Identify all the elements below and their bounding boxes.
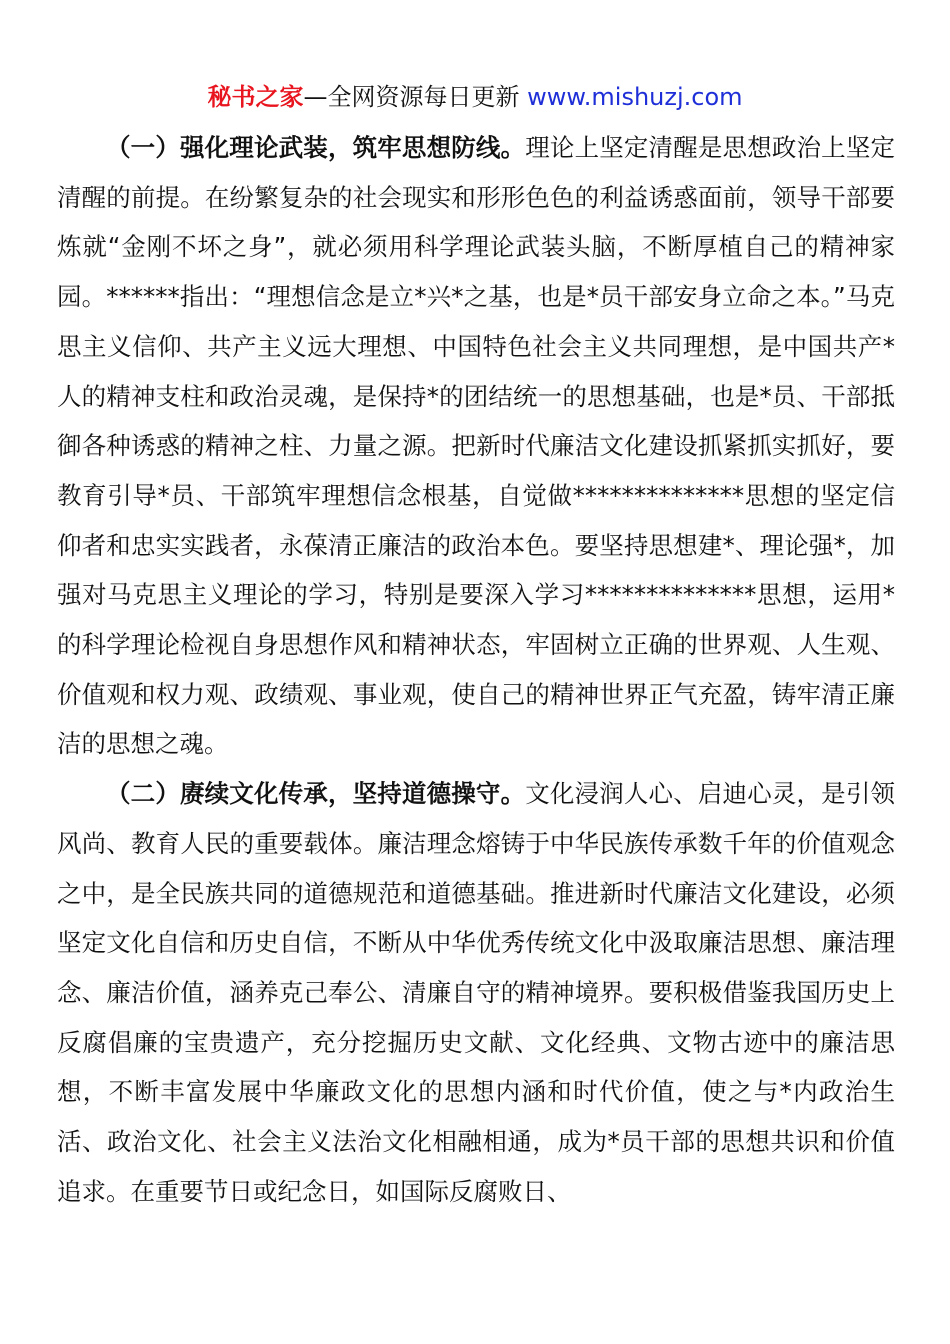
document-body xyxy=(57,123,895,1216)
header-brand: 秘书之家 xyxy=(207,83,304,111)
section-1-paragraph xyxy=(57,123,895,769)
header-tagline: —全网资源每日更新 xyxy=(303,83,520,111)
section-2-body: 文化浸润人心、启迪心灵，是引领风尚、教育人民的重要载体。廉洁理念熔铸于中华民族传承数千年的价值观念之中，是全民族共同的道德规范和道德基础。推进新时代廉洁文化建设，必须坚定文化自信和历史自信，不断从中华优秀传统文化中汲取廉洁思想、廉洁理念、廉洁价值，涵养克己奉公、清廉自守的精神境界。要积极借鉴我国历史上反腐倡廉的宝贵遗产，充分挖掘历史文献、文化经典、文物古迹中的廉洁思想，不断丰富发展中华廉政文化的思想内涵和时代价值，使之与*内政治生活、政治文化、社会主义法治文化相融相通，成为*员干部的思想共识和价值追求。在重要节日或纪念日，如国际反腐败日、 xyxy=(57,779,896,1206)
page-header xyxy=(0,80,950,114)
section-1-heading: （一）强化理论武装，筑牢思想防线。 xyxy=(106,133,526,162)
header-url-link[interactable]: www.mishuzj.com xyxy=(527,83,743,111)
section-2-heading: （二）赓续文化传承，坚持道德操守。 xyxy=(106,779,526,809)
section-1-body: 理论上坚定清醒是思想政治上坚定清醒的前提。在纷繁复杂的社会现实和形形色色的利益诱惑面前，领导干部要炼就“金刚不坏之身”，就必须用科学理论武装头脑，不断厚植自己的精神家园。******指出：“理想信念是立*兴*之基，也是*员干部安身立命之本。”马克思主义信仰、共产主义远大理想、中国特色社会主义共同理想，是中国共产*人的精神支柱和政治灵魂，是保持*的团结统一的思想基础，也是*员、干部抵御各种诱惑的精神之柱、力量之源。把新时代廉洁文化建设抓紧抓实抓好，要教育引导*员、干部筑牢理想信念根基，自觉做**************思想的坚定信仰者和忠实实践者，永葆清正廉洁的政治本色。要坚持思想建*、理论强*，加强对马克思主义理论的学习，特别是要深入学习**************思想，运用*的科学理论检视自身思想作风和精神状态，牢固树立正确的世界观、人生观、价值观和权力观、政绩观、事业观，使自己的精神世界正气充盈，铸牢清正廉洁的思想之魂。 xyxy=(57,133,896,759)
section-2-paragraph xyxy=(57,769,895,1216)
